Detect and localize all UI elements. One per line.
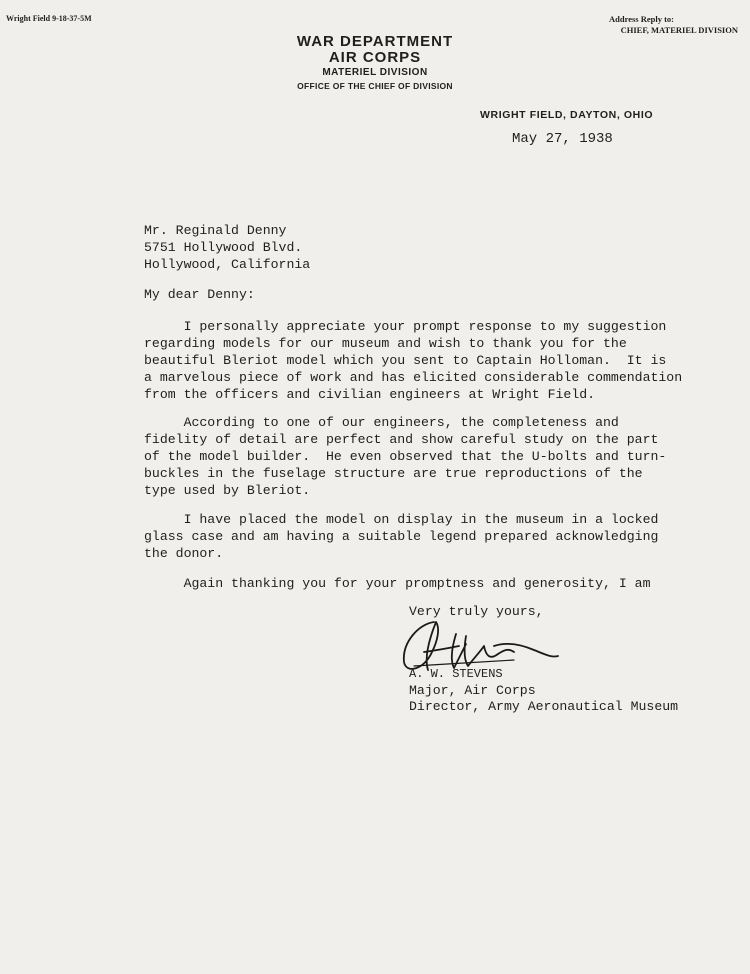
- signer-title-position: Director, Army Aeronautical Museum: [409, 699, 679, 714]
- recipient-address: [144, 222, 310, 273]
- letterhead-office: OFFICE OF THE CHIEF OF DIVISION: [297, 81, 453, 91]
- reply-addressee: CHIEF, MATERIEL DIVISION: [620, 25, 738, 35]
- form-number: Wright Field 9-18-37-5M: [6, 14, 92, 23]
- paragraph-2: According to one of our engineers, the completeness and fidelity of detail are perfect and show careful study on the part of the model builder. He even observed that the U-bolts and turn- buckles in the fuselage structure are true reproductions of the type used by Bleriot.: [144, 415, 667, 498]
- letterhead-department: WAR DEPARTMENT: [296, 33, 454, 50]
- reply-block: [609, 14, 738, 36]
- closing: Very truly yours,: [409, 604, 544, 619]
- letter-date: May 27, 1938: [512, 131, 613, 147]
- paragraph-3: I have placed the model on display in the museum in a locked glass case and am having a suitable legend prepared acknowledging the donor.: [144, 512, 659, 561]
- recipient-name: Mr. Reginald Denny: [144, 223, 287, 238]
- recipient-street: 5751 Hollywood Blvd.: [144, 240, 303, 255]
- reply-label: Address Reply to:: [608, 14, 674, 24]
- recipient-city: Hollywood, California: [144, 257, 311, 272]
- letterhead-corps: AIR CORPS: [328, 49, 422, 66]
- salutation: My dear Denny:: [144, 287, 255, 302]
- letterhead-division: MATERIEL DIVISION: [322, 67, 428, 78]
- signer-title-rank: Major, Air Corps: [409, 683, 536, 698]
- letterhead-place: WRIGHT FIELD, DAYTON, OHIO: [480, 109, 654, 121]
- paragraph-1: I personally appreciate your prompt response to my suggestion regarding models for our museum and wish to thank you for the beautiful Bleriot model which you sent to Captain Holloman. It is a marvelous piece of work and has elicited considerable commendation from the officers and civilian engineers at Wright Field.: [144, 319, 683, 402]
- paragraph-4: Again thanking you for your promptness and generosity, I am: [144, 576, 651, 591]
- signer-name: A. W. STEVENS: [409, 667, 503, 681]
